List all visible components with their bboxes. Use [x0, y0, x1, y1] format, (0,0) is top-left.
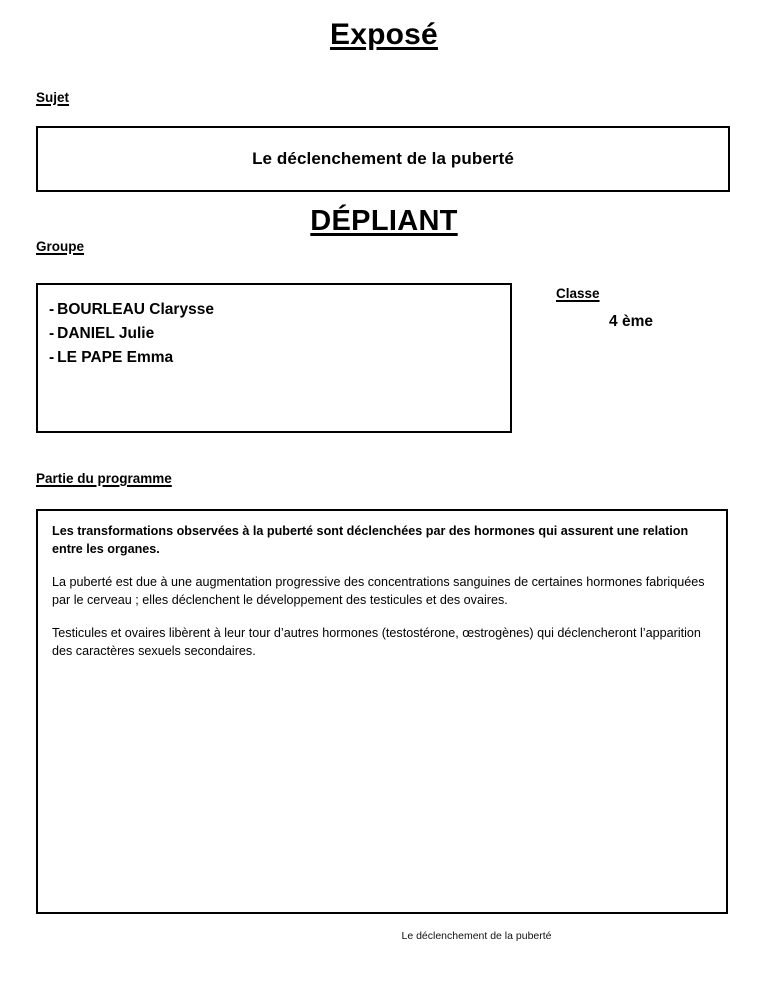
groupe-label: Groupe: [36, 239, 85, 254]
bullet-dash: -: [49, 301, 55, 318]
sujet-label: Sujet: [36, 90, 70, 105]
group-member-name: DANIEL Julie: [57, 325, 155, 342]
group-member-list: [38, 298, 510, 370]
list-item: [49, 298, 510, 322]
group-member-name: LE PAPE Emma: [57, 349, 174, 366]
group-member-name: BOURLEAU Clarysse: [57, 301, 214, 318]
bullet-dash: -: [49, 349, 55, 366]
bullet-dash: -: [49, 325, 55, 342]
footer: [0, 930, 768, 942]
partie-du-programme-label: Partie du programme: [36, 471, 172, 486]
programme-paragraph: La puberté est due à une augmentation progressive des concentrations sanguines de certaines hormones fabriquées par le cerveau ; elles déclenchent le développement des testicules et des ovaires.: [52, 575, 705, 607]
programme-heading: Les transformations observées à la puberté sont déclenchées par des hormones qui assurent une relation entre les organes.: [52, 524, 689, 556]
page-title: Exposé: [330, 18, 438, 51]
sujet-box: [36, 126, 730, 192]
groupe-box: [36, 283, 512, 433]
list-item: [49, 346, 510, 370]
list-item: [49, 322, 510, 346]
footer-text: Le déclenchement de la puberté: [401, 930, 552, 942]
sujet-value: Le déclenchement de la puberté: [252, 149, 514, 168]
classe-value: 4 ème: [609, 313, 653, 330]
depliant-heading: DÉPLIANT: [310, 205, 458, 237]
programme-paragraph: Testicules et ovaires libèrent à leur tour d’autres hormones (testostérone, œstrogènes) qui déclencheront l’apparition des caractères sexuels secondaires.: [52, 626, 701, 658]
classe-label: Classe: [556, 286, 600, 301]
programme-box: [36, 509, 728, 914]
